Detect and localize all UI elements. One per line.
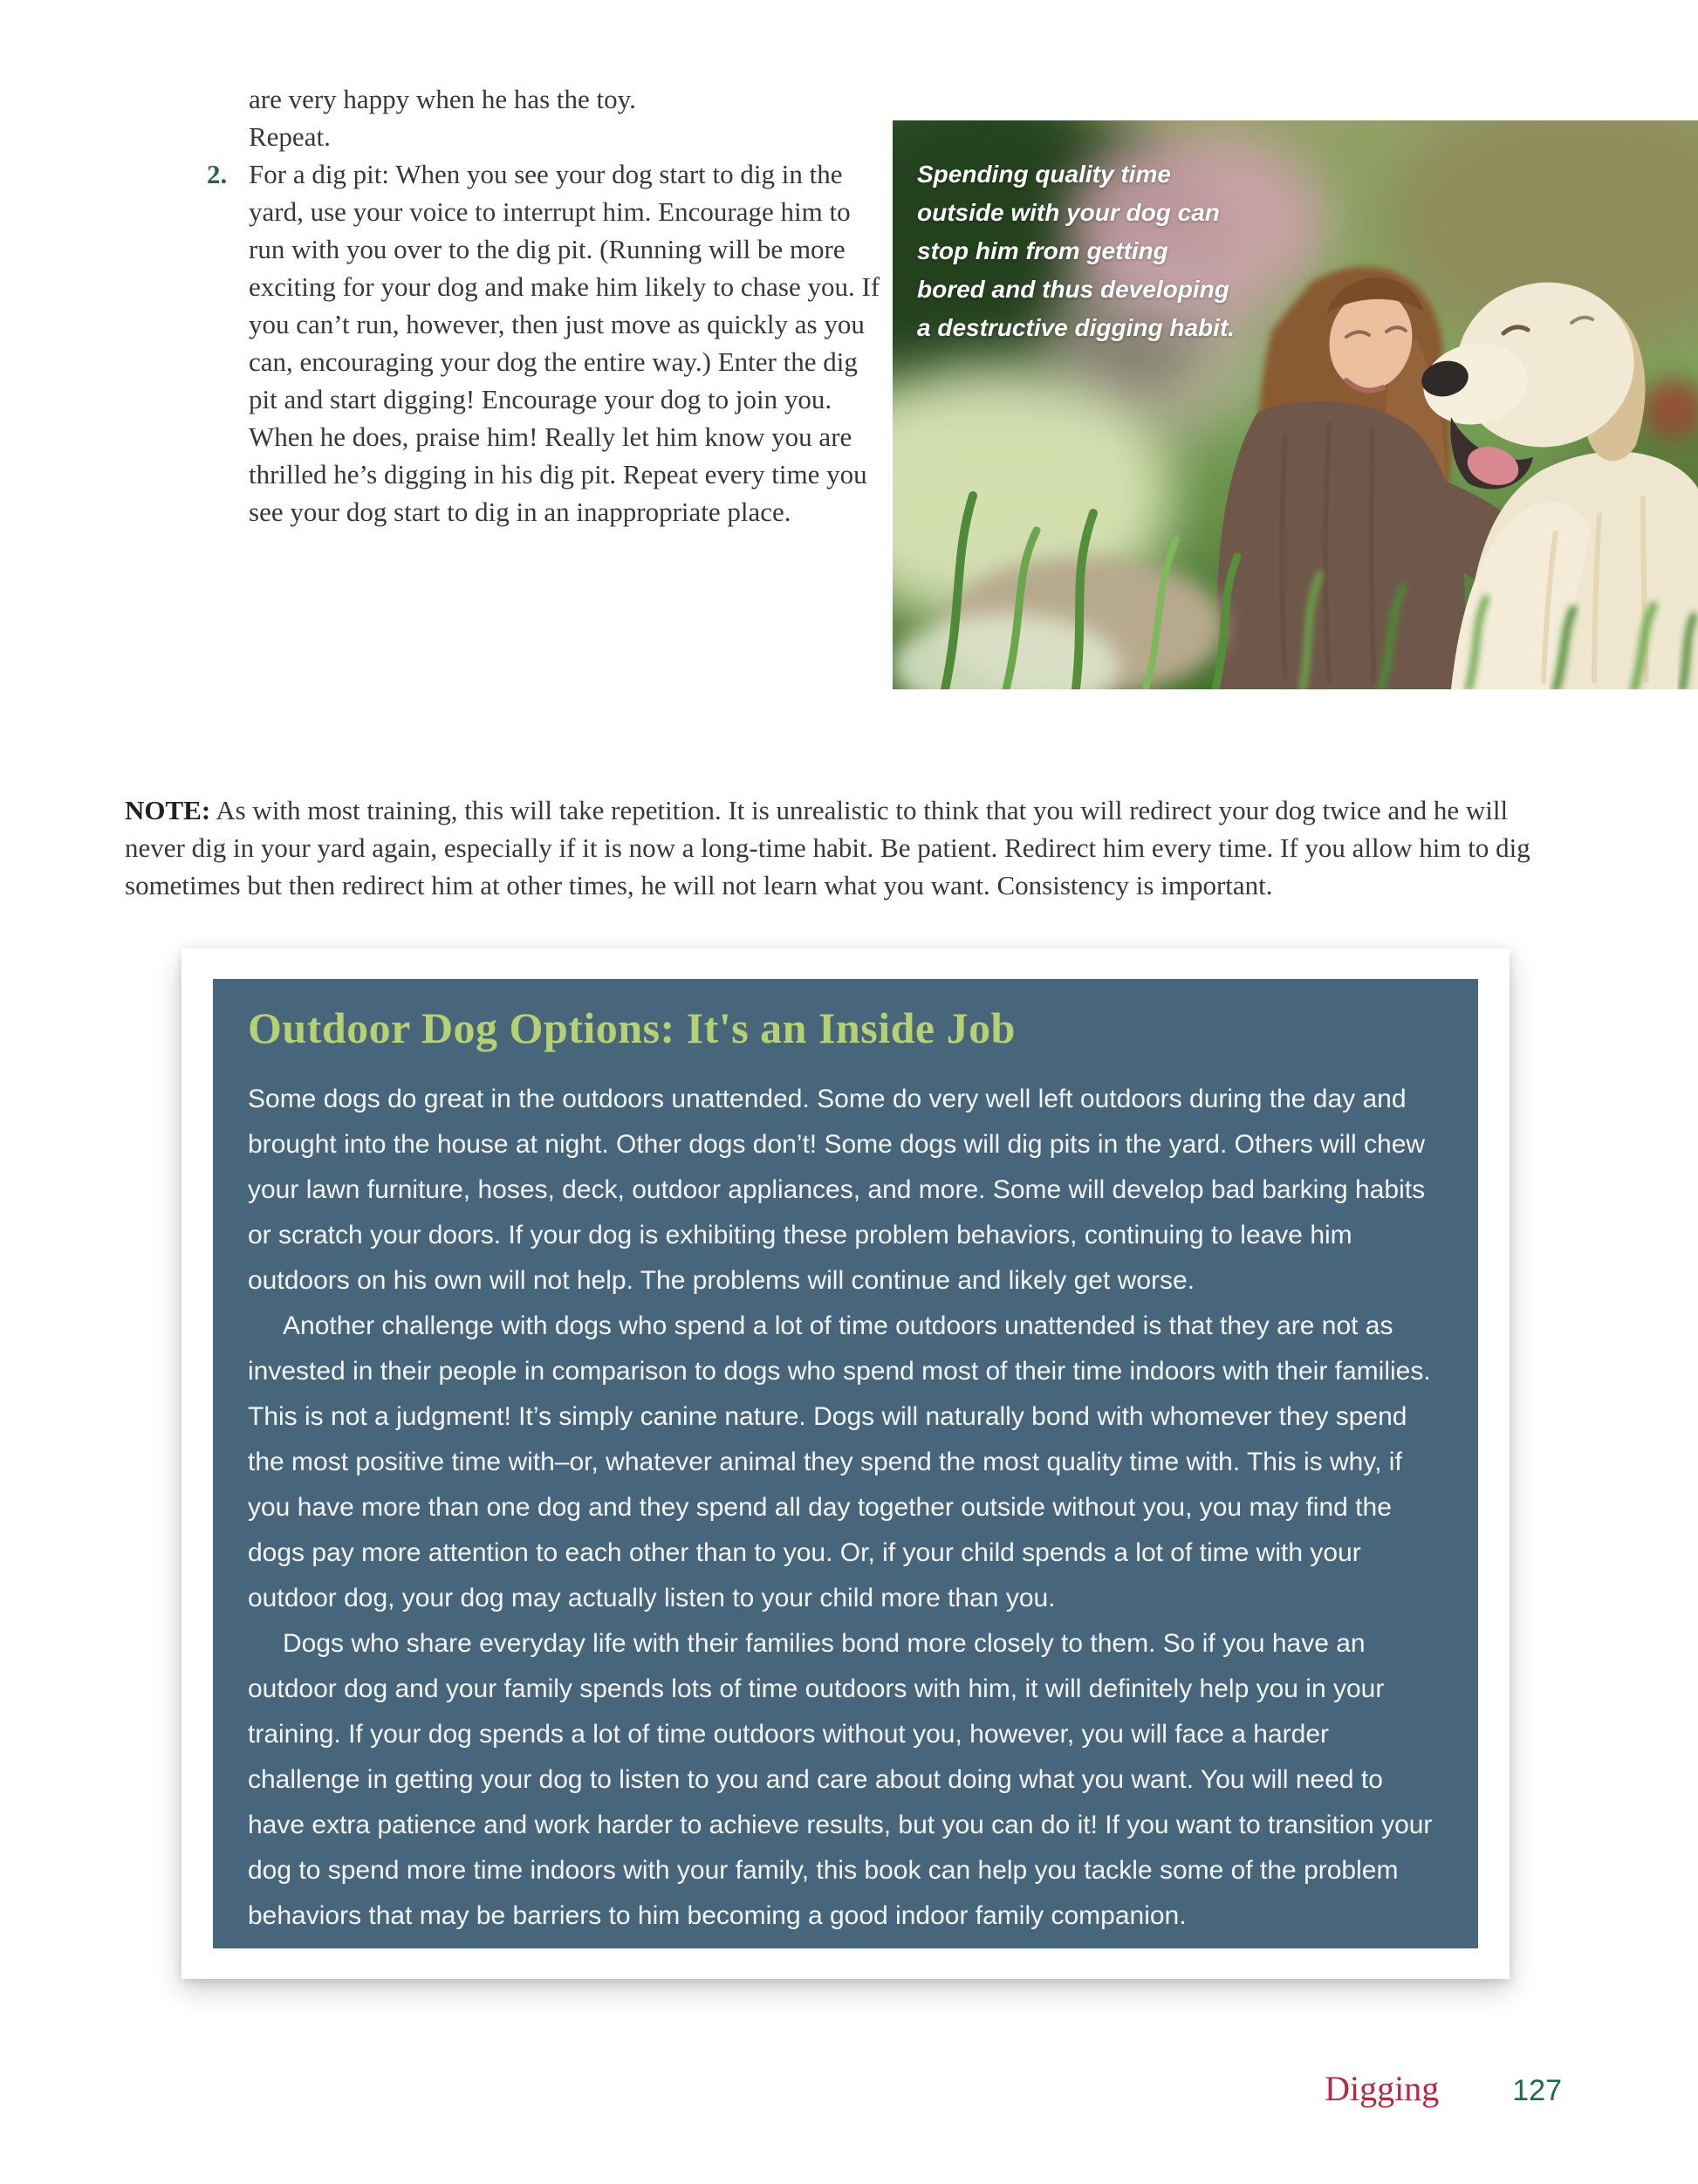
list-item-2 (207, 155, 883, 531)
list-item-text: For a dig pit: When you see your dog start to dig in the yard, use your voice to interrupt him. Encourage him to run with you over to the dig pit. (Running will be more exciting for your dog and make him likely to chase you. If you can’t run, however, then just move as quickly as you can, encouraging your dog the entire way.) Enter the dig pit and start digging! Encourage your dog to join you. When he does, praise him! Really let him know you are thrilled he’s digging in his dig pit. Repeat every time you see your dog start to dig in an inappropriate place. (249, 159, 880, 527)
callout-box (213, 979, 1478, 1948)
dog-photo (893, 120, 1698, 689)
list-number: 2. (207, 159, 228, 189)
callout-title: Outdoor Dog Options: It's an Inside Job (248, 1003, 1016, 1052)
callout-body (248, 1077, 1434, 1939)
callout-paragraph: Some dogs do great in the outdoors unattended. Some do very well left outdoors during the day and brought into the house at night. Other dogs don’t! Some dogs will dig pits in the yard. Others will chew your lawn furniture, hoses, deck, outdoor appliances, and more. Some will develop bad barking habits or scratch your doors. If your dog is exhibiting these problem behaviors, continuing to leave him outdoors on his own will not help. The problems will continue and likely get worse. (248, 1085, 1426, 1295)
note-label: NOTE: (125, 795, 211, 825)
photo-caption: Spending quality time outside with your dog can stop him from getting bored and thus developing a destructive digging habit. (917, 161, 1236, 341)
callout-paragraph: Dogs who share everyday life with their families bond more closely to them. So if you have an outdoor dog and your family spends lots of time outdoors with him, it will definitely help you in your training. If your dog spends a lot of time outdoors without you, however, you will face a harder challenge in getting your dog to listen to you and care about doing what you want. You will need to have extra patience and work harder to achieve results, but you can do it! If you want to transition your dog to spend more time indoors with your family, this book can help you tackle some of the problem behaviors that may be barriers to him becoming a good indoor family companion. (248, 1629, 1433, 1930)
footer (1325, 2068, 1562, 2109)
body-list (207, 80, 883, 531)
page-number: 127 (1512, 2074, 1562, 2107)
note-text: As with most training, this will take repetition. It is unrealistic to think that you will redirect your dog twice and he will never dig in your yard again, especially if it is now a long-time habit. Be patient. Redirect him every time. If you allow him to dig sometimes but then redirect him at other times, he will not learn what you want. Consistency is important. (125, 795, 1530, 900)
note-paragraph (125, 791, 1531, 904)
chapter-label: Digging (1325, 2069, 1440, 2108)
list-item-1-line: Repeat. (249, 121, 331, 152)
callout-card (181, 948, 1510, 1979)
callout-paragraph: Another challenge with dogs who spend a lot of time outdoors unattended is that they are not as invested in their people in comparison to dogs who spend most of their time indoors with their families. This is not a judgment! It’s simply canine nature. Dogs will naturally bond with whomever they spend the most positive time with–or, whatever animal they spend the most quality time with. This is why, if you have more than one dog and they spend all day together outside without you, you may find the dogs pay more attention to each other than to you. Or, if your child spends a lot of time with your outdoor dog, your dog may actually listen to your child more than you. (248, 1311, 1431, 1612)
list-item-1-line: are very happy when he has the toy. (249, 84, 636, 114)
